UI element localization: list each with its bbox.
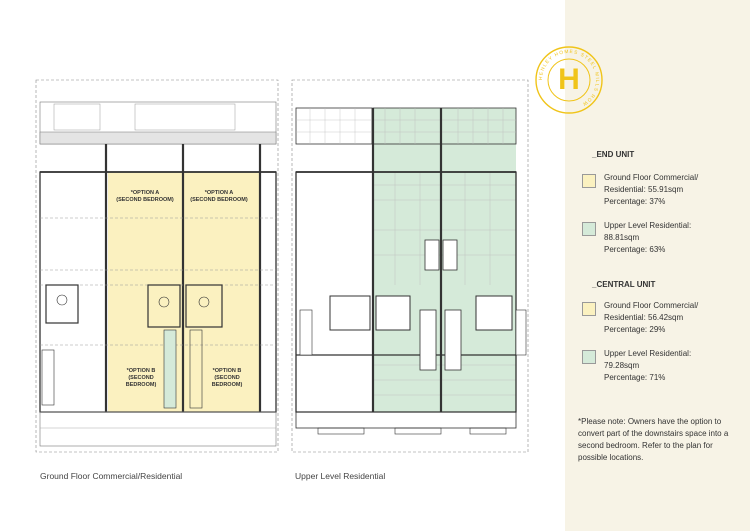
option-a-label-2: *OPTION A (SECOND BEDROOM): [190, 190, 248, 203]
owner-note: *Please note: Owners have the option to convert part of the downstairs space into a second bedroom. Refer to the plan for possible locations.: [578, 417, 729, 462]
option-a-label-1: *OPTION A (SECOND BEDROOM): [116, 190, 174, 203]
option-b-label-1: *OPTION B (SECOND BEDROOM): [125, 368, 157, 388]
henley-logo: [533, 44, 605, 116]
ground-floor-caption: Ground Floor Commercial/Residential: [40, 471, 183, 481]
end-unit-ground-text: Ground Floor Commercial/ Residential: 55.91sqm Percentage: 37%: [604, 173, 699, 206]
upper-swatch-central: [582, 350, 596, 364]
logo-ring-text: HENLEY HOMES STEEL MILLS ROW: [538, 49, 600, 107]
option-b-label-2: *OPTION B (SECOND BEDROOM): [211, 368, 243, 388]
upper-swatch-end: [582, 222, 596, 236]
ground-floor-plan: [36, 80, 278, 452]
ground-swatch-end: [582, 174, 596, 188]
ground-swatch-central: [582, 302, 596, 316]
upper-level-caption: Upper Level Residential: [295, 471, 386, 481]
central-unit-title: _CENTRAL UNIT: [592, 280, 656, 289]
upper-level-plan: [292, 80, 528, 452]
end-unit-upper-text: Upper Level Residential: 88.81sqm Percentage: 63%: [604, 221, 692, 254]
logo-letter: H: [558, 63, 580, 96]
central-unit-upper-text: Upper Level Residential: 79.28sqm Percentage: 71%: [604, 349, 692, 382]
central-unit-ground-text: Ground Floor Commercial/ Residential: 56.42sqm Percentage: 29%: [604, 301, 699, 334]
end-unit-title: _END UNIT: [592, 150, 635, 159]
